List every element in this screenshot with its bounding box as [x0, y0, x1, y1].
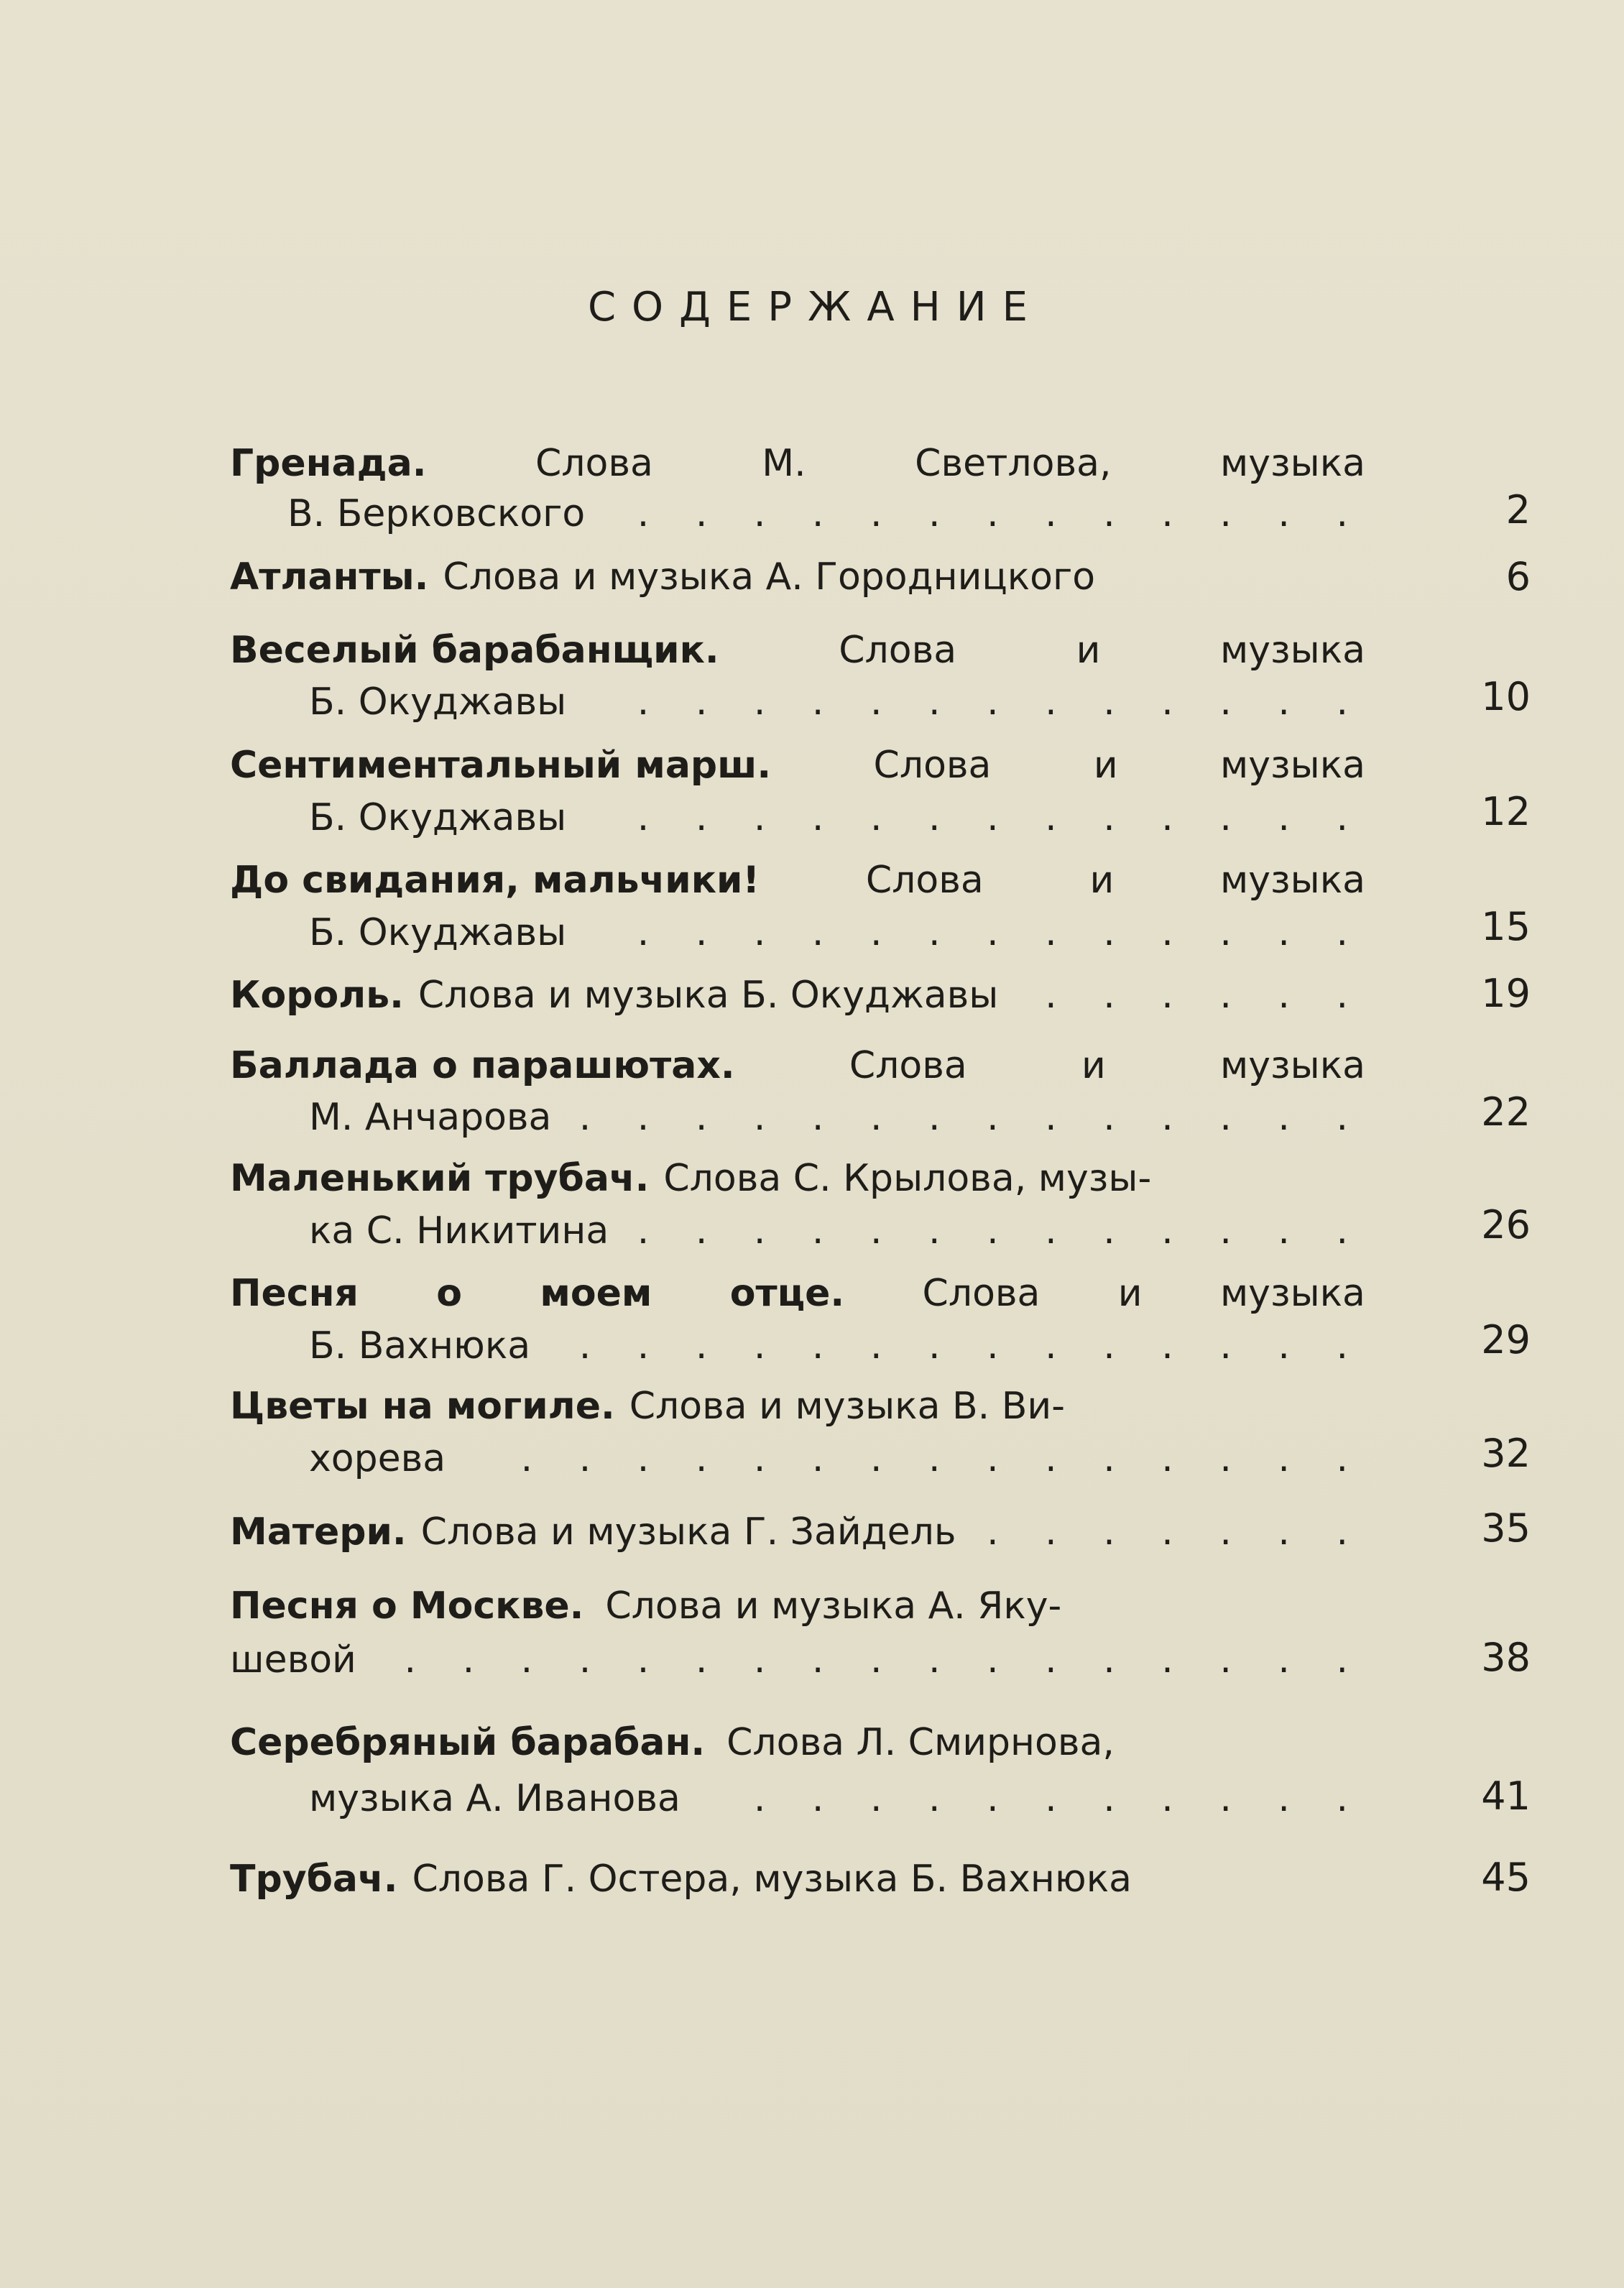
toc-leader-dots [580, 1092, 1365, 1143]
toc-page-number: 26 [1481, 1202, 1531, 1247]
toc-leader-dots [385, 1635, 1365, 1685]
toc-entry-text: и [1089, 859, 1115, 902]
toc-entry-title: Веселый барабанщик. [230, 629, 719, 672]
page-title: СОДЕРЖАНИЕ [587, 284, 1044, 331]
toc-leader-dots [595, 908, 1365, 958]
toc-entry-13-line-2 [309, 1773, 1365, 1824]
toc-leader-dots [474, 1434, 1365, 1484]
toc-entry-4-line-1 [230, 740, 1365, 790]
toc-leader-dots [595, 677, 1365, 727]
toc-entry-text: музыка [1219, 442, 1365, 485]
toc-entry-3-line-1 [230, 625, 1365, 675]
toc-entry-text: Слова [873, 744, 992, 787]
toc-leader-dots [709, 1773, 1365, 1824]
toc-entry-title: моем [540, 1272, 652, 1315]
toc-entry-9-line-2 [309, 1321, 1365, 1371]
toc-page-number: 45 [1481, 1855, 1531, 1900]
toc-entry-text: Б. Окуджавы [309, 796, 567, 839]
toc-entry-text: Светлова, [915, 442, 1112, 485]
toc-entry-title: Маленький трубач. [230, 1157, 650, 1200]
toc-entry-text: музыка [1220, 744, 1365, 787]
toc-entry-2-line-1 [230, 552, 1365, 602]
toc-entry-text: музыка [1220, 1044, 1365, 1087]
toc-entry-text: Слова Г. Остера, музыка Б. Вахнюка [412, 1858, 1132, 1901]
toc-page-number: 29 [1481, 1317, 1531, 1362]
toc-leader-dots [637, 1206, 1365, 1256]
toc-page-number: 38 [1481, 1635, 1531, 1680]
toc-entry-title: о [436, 1272, 463, 1315]
toc-entry-text: Слова [865, 859, 984, 902]
toc-entry-text: Слова [839, 629, 957, 672]
toc-leader-dots [1027, 970, 1365, 1020]
toc-entry-7-line-1 [230, 1041, 1365, 1091]
toc-entry-1-line-1 [230, 438, 1365, 489]
toc-entry-5-line-2 [309, 908, 1365, 958]
toc-leader-dots [614, 489, 1365, 539]
toc-entry-title: Гренада. [230, 442, 427, 485]
toc-entry-text: Б. Окуджавы [309, 681, 567, 724]
toc-entry-title: До свидания, мальчики! [230, 859, 760, 902]
toc-page-number: 15 [1481, 904, 1531, 949]
toc-entry-13-line-1 [230, 1717, 1365, 1768]
toc-entry-text: и [1093, 744, 1118, 787]
toc-page-number: 12 [1481, 789, 1531, 834]
toc-entry-title: отце. [729, 1272, 845, 1315]
toc-entry-title: Песня о Москве. [230, 1584, 584, 1628]
toc-entry-title: Трубач. [230, 1858, 398, 1901]
toc-leader-dots [985, 1507, 1366, 1557]
toc-entry-text: и [1117, 1272, 1143, 1315]
toc-leader-dots [559, 1321, 1365, 1371]
toc-entry-text: В. Берковского [287, 492, 586, 535]
toc-entry-6-line-1 [230, 970, 1365, 1020]
toc-entry-11-line-1 [230, 1507, 1365, 1557]
toc-entry-9-line-1 [230, 1268, 1365, 1319]
toc-entry-text: Слова Л. Смирнова, [726, 1721, 1115, 1764]
toc-entry-text: Слова С. Крылова, музы- [663, 1157, 1152, 1200]
toc-entry-8-line-1 [230, 1153, 1365, 1204]
toc-entry-4-line-2 [309, 793, 1365, 843]
toc-page-number: 22 [1481, 1089, 1531, 1135]
toc-page-number: 10 [1481, 674, 1531, 719]
toc-entry-title: Цветы на могиле. [230, 1385, 615, 1428]
toc-entry-text: музыка А. Иванова [309, 1777, 680, 1820]
toc-entry-text: шевой [230, 1638, 356, 1682]
toc-entry-text: Слова [535, 442, 653, 485]
toc-entry-1-line-2 [287, 489, 1365, 539]
toc-entry-text: Слова и музыка А. Городницкого [443, 555, 1096, 599]
toc-entry-title: Матери. [230, 1510, 407, 1554]
toc-entry-title: Сентиментальный марш. [230, 744, 772, 787]
toc-entry-7-line-2 [309, 1092, 1365, 1143]
toc-page-number: 6 [1505, 554, 1531, 599]
toc-entry-14-line-1 [230, 1854, 1365, 1904]
toc-entry-text: и [1076, 629, 1101, 672]
toc-entry-text: Слова [922, 1272, 1041, 1315]
toc-entry-title: Серебряный барабан. [230, 1721, 706, 1764]
toc-page-number: 41 [1481, 1773, 1531, 1819]
toc-entry-text: музыка [1220, 629, 1365, 672]
toc-entry-3-line-2 [309, 677, 1365, 727]
toc-entry-text: Слова и музыка Г. Зайдель [420, 1510, 956, 1554]
toc-page-number: 32 [1481, 1431, 1531, 1476]
toc-page-number: 35 [1481, 1505, 1531, 1551]
toc-entry-text: ка С. Никитина [309, 1209, 609, 1253]
toc-entry-text: музыка [1220, 859, 1365, 902]
toc-entry-title: Атланты. [230, 555, 429, 599]
toc-entry-text: М. Анчарова [309, 1096, 552, 1139]
toc-entry-text: хорева [309, 1437, 446, 1480]
toc-entry-text: Слова и музыка А. Яку- [605, 1584, 1062, 1628]
toc-entry-text: музыка [1219, 1272, 1365, 1315]
toc-entry-text: и [1081, 1044, 1106, 1087]
toc-entry-text: М. [762, 442, 806, 485]
toc-entry-12-line-2 [230, 1635, 1365, 1685]
toc-entry-5-line-1 [230, 855, 1365, 905]
toc-entry-text: Слова и музыка Б. Окуджавы [417, 974, 999, 1017]
toc-entry-12-line-1 [230, 1581, 1365, 1631]
toc-entry-title: Баллада о парашютах. [230, 1044, 735, 1087]
toc-entry-8-line-2 [309, 1206, 1365, 1256]
toc-entry-title: Король. [230, 974, 404, 1017]
toc-page-number: 19 [1481, 971, 1531, 1016]
toc-entry-10-line-1 [230, 1381, 1365, 1431]
toc-leader-dots [595, 793, 1365, 843]
toc-entry-text: Слова [849, 1044, 967, 1087]
toc-entry-text: Б. Вахнюка [309, 1324, 531, 1367]
toc-entry-10-line-2 [309, 1434, 1365, 1484]
toc-page-number: 2 [1505, 487, 1531, 532]
toc-entry-title: Песня [230, 1272, 359, 1315]
toc-entry-text: Слова и музыка В. Ви- [629, 1385, 1065, 1428]
toc-entry-text: Б. Окуджавы [309, 911, 567, 954]
